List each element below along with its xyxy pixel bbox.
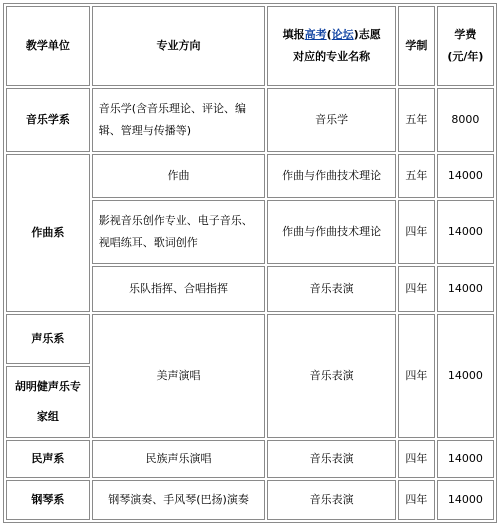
unit-cell: 胡明健声乐专家组 [6,366,90,438]
duration-cell: 四年 [398,440,435,478]
gaokao-link[interactable]: 高考 [304,28,327,41]
header-fee-line2: (元/年) [447,50,484,63]
direction-cell: 美声演唱 [92,314,266,438]
header-application-prefix: 填报 [282,28,305,41]
majors-table [3,3,497,523]
duration-cell: 五年 [398,154,435,198]
major-cell: 音乐表演 [267,314,396,438]
table-row [6,88,494,152]
unit-cell: 音乐学系 [6,88,90,152]
table-row [6,440,494,478]
unit-cell: 作曲系 [6,154,90,312]
header-paren-open: ( [326,28,332,41]
direction-cell: 影视音乐创作专业、电子音乐、视唱练耳、歌词创作 [92,200,266,264]
major-cell: 作曲与作曲技术理论 [267,154,396,198]
major-cell: 作曲与作曲技术理论 [267,200,396,264]
header-fee [437,6,494,86]
fee-cell: 14000 [437,480,494,520]
header-application-suffix: 志愿 [358,28,381,41]
header-paren-close: ) [353,28,359,41]
duration-cell: 五年 [398,88,435,152]
duration-cell: 四年 [398,200,435,264]
major-cell: 音乐表演 [267,480,396,520]
duration-cell: 四年 [398,314,435,438]
direction-cell: 乐队指挥、合唱指挥 [92,266,266,312]
fee-cell: 8000 [437,88,494,152]
fee-cell: 14000 [437,200,494,264]
table-row [6,314,494,364]
header-duration: 学制 [398,6,435,86]
duration-cell: 四年 [398,266,435,312]
major-cell: 音乐表演 [267,266,396,312]
direction-cell: 钢琴演奏、手风琴(巴扬)演奏 [92,480,266,520]
fee-cell: 14000 [437,266,494,312]
major-cell: 音乐表演 [267,440,396,478]
major-cell: 音乐学 [267,88,396,152]
fee-cell: 14000 [437,314,494,438]
table-row [6,154,494,198]
direction-cell: 作曲 [92,154,266,198]
header-direction: 专业方向 [92,6,266,86]
header-application-line2: 对应的专业名称 [293,50,371,63]
header-fee-line1: 学费 [454,28,477,41]
unit-cell: 民声系 [6,440,90,478]
header-unit: 教学单位 [6,6,90,86]
direction-cell: 音乐学(含音乐理论、评论、编辑、管理与传播等) [92,88,266,152]
unit-cell: 声乐系 [6,314,90,364]
table-row [6,480,494,520]
duration-cell: 四年 [398,480,435,520]
direction-cell: 民族声乐演唱 [92,440,266,478]
header-application-major [267,6,396,86]
forum-link[interactable]: 论坛 [331,28,354,41]
fee-cell: 14000 [437,154,494,198]
unit-cell: 钢琴系 [6,480,90,520]
fee-cell: 14000 [437,440,494,478]
header-row [6,6,494,86]
